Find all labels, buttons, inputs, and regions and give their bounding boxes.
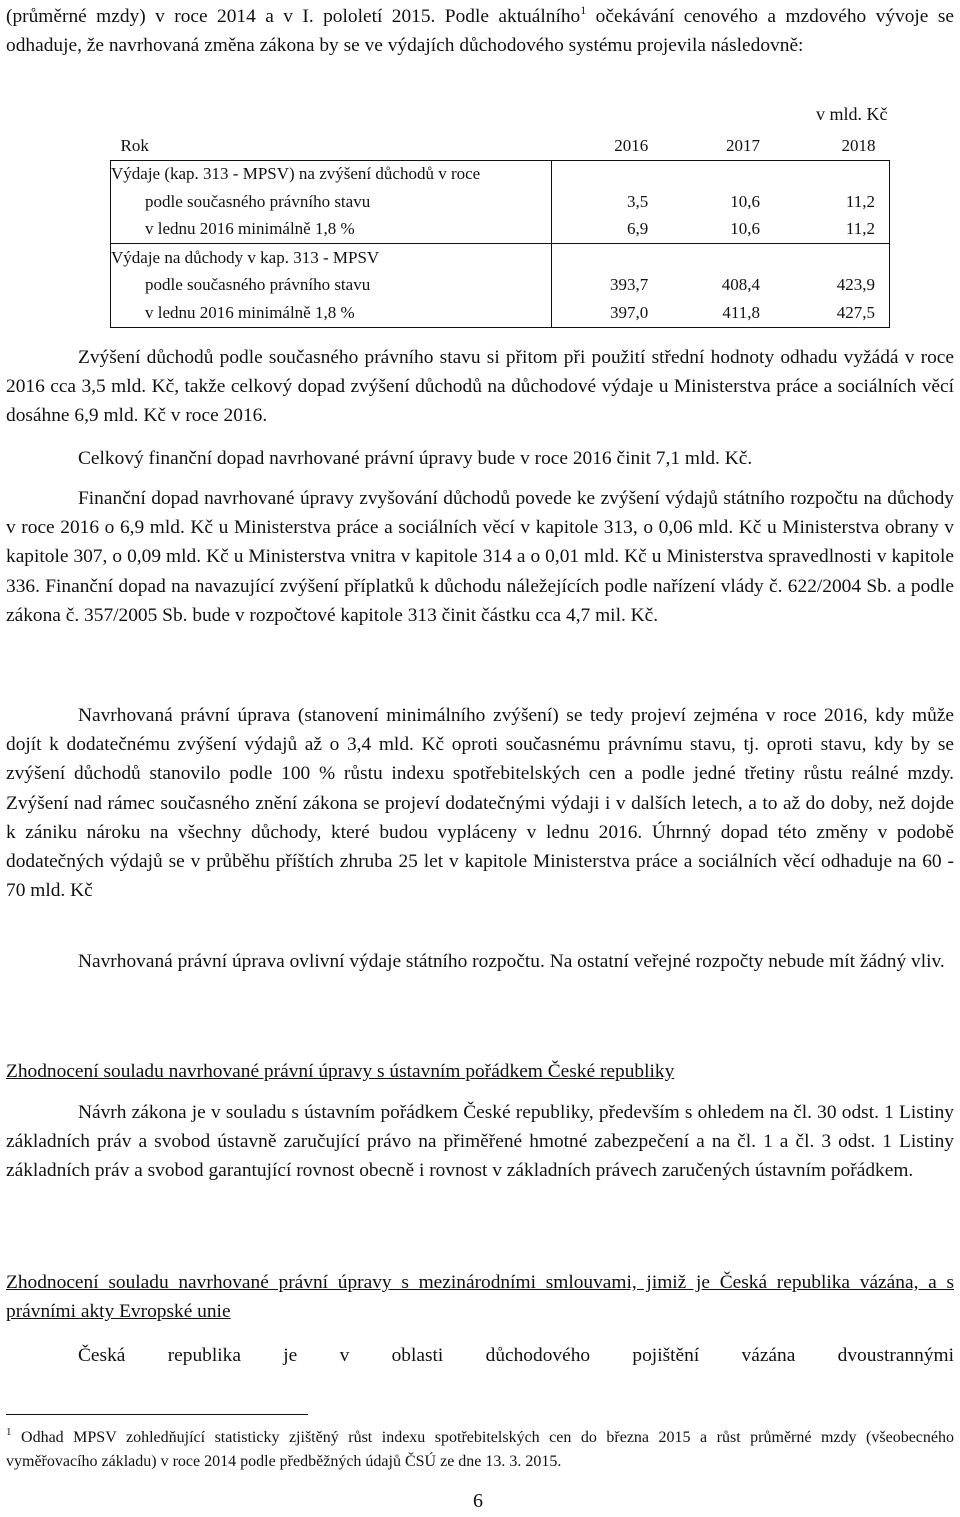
cell-value: 3,5 xyxy=(626,191,649,211)
row-label: podle současného právního stavu xyxy=(111,272,552,300)
footnote-divider xyxy=(6,1414,308,1415)
paragraph-budget-impact: Finanční dopad navrhované úpravy zvyšování důchodů povede ke zvýšení výdajů státního rozpočtu na důchody v roce 2016 o 6,9 mld. Kč u Ministerstva práce a sociálních věcí v kapitole 313, o 0,06 mld. Kč u Ministerstva obrany v kapitole 307, o 0,09 mld. Kč u Ministerstva vnitra v kapitole 314 a o 0,01 mld. Kč u Ministerstva spravedlnosti v kapitole 336. Finanční dopad na navazující zvýšení příplatků k důchodu náležejících podle nařízení vlády č. 622/2004 Sb. a podle zákona č. 357/2005 Sb. bude v rozpočtové kapitole 313 činit částku cca 4,7 mil. Kč. xyxy=(6,488,954,626)
cell-value: 10,6 xyxy=(662,216,774,244)
section-heading-international: Zhodnocení souladu navrhované právní úpravy s mezinárodními smlouvami, jimiž je Česká republika vázána, a s právními akty Evropské unie xyxy=(6,1272,954,1323)
cell-value: 6,9 xyxy=(551,216,662,244)
intro-text-b: očekávání cenového a mzdového vývoje se odhaduje, že navrhovaná změna zákona by se ve výdajích důchodového systému projevila následovně: xyxy=(6,6,954,57)
row-label: podle současného právního stavu xyxy=(111,188,552,216)
expenditure-table xyxy=(110,132,890,328)
row-label: v lednu 2016 minimálně 1,8 % xyxy=(111,216,552,244)
table-row xyxy=(111,188,890,216)
group-title-row xyxy=(111,244,890,272)
cell-value: 427,5 xyxy=(774,299,889,327)
group-title: Výdaje na důchody v kap. 313 - MPSV xyxy=(111,244,552,272)
intro-text-a: (průměrné mzdy) v roce 2014 a v I. pololetí 2015. Podle aktuálního xyxy=(6,6,581,27)
paragraph-legal-change: Navrhovaná právní úprava (stanovení minimálního zvýšení) se tedy projeví zejména v roce 2016, kdy může dojít k dodatečnému zvýšení výdajů až o 3,4 mld. Kč oproti současnému právnímu stavu, tj. oproti stavu, kdy by se zvýšení důchodů stanovilo podle 100 % růstu indexu spotřebitelských cen a podle jedné třetiny růstu reálné mzdy. Zvýšení nad rámec současného znění zákona se projeví dodatečnými výdaji i v dalších letech, a to až do doby, než dojde k zániku nároku na všechny důchody, které budou vypláceny v lednu 2016. Úhrnný dopad této změny v podobě dodatečných výdajů se v průběhu příštích zhruba 25 let v kapitole Ministerstva práce a sociálních věcí odhaduje na 60 - 70 mld. Kč xyxy=(6,705,954,902)
group-title: Výdaje (kap. 313 - MPSV) na zvýšení důchodů v roce xyxy=(111,160,552,188)
paragraph-public-budgets: Navrhovaná právní úprava ovlivní výdaje státního rozpočtu. Na ostatní veřejné rozpočty nebude mít žádný vliv. xyxy=(78,951,945,972)
paragraph-international: Česká republika je v oblasti důchodového pojištění vázána dvoustrannými xyxy=(78,1345,954,1366)
cell-value: 11,2 xyxy=(774,188,889,216)
footnote-reference[interactable]: 1 xyxy=(580,3,587,17)
group-title-row xyxy=(111,160,890,188)
table-row xyxy=(111,272,890,300)
header-year: 2016 xyxy=(551,132,662,160)
cell-value: 411,8 xyxy=(662,299,774,327)
row-label: v lednu 2016 minimálně 1,8 % xyxy=(111,299,552,327)
header-year: 2018 xyxy=(774,132,889,160)
paragraph-total-impact: Celkový finanční dopad navrhované právní úpravy bude v roce 2016 činit 7,1 mld. Kč. xyxy=(78,448,753,469)
cell-value: 10,6 xyxy=(730,191,761,211)
cell-value: 423,9 xyxy=(774,272,889,300)
intro-paragraph xyxy=(6,2,954,60)
paragraph-increase: Zvýšení důchodů podle současného právního stavu si přitom při použití střední hodnoty odhadu vyžádá v roce 2016 cca 3,5 mld. Kč, takže celkový dopad zvýšení důchodů na důchodové výdaje u Ministerstva práce a sociálních věcí dosáhne 6,9 mld. Kč v roce 2016. xyxy=(6,347,954,427)
cell-value: 11,2 xyxy=(774,216,889,244)
cell-value: 397,0 xyxy=(551,299,662,327)
table-unit: v mld. Kč xyxy=(816,104,888,124)
footnote xyxy=(6,1426,954,1474)
cell-value: 393,7 xyxy=(609,275,649,295)
footnote-text: Odhad MPSV zohledňující statisticky zjištěný růst indexu spotřebitelských cen do března 2015 a růst průměrné mzdy (všeobecného vyměřovacího základu) v roce 2014 podle předběžných údajů ČSÚ ze dne 13. 3. 2015. xyxy=(6,1429,954,1470)
page-number: 6 xyxy=(473,1490,483,1512)
table-row xyxy=(111,216,890,244)
table-header-row xyxy=(111,132,890,160)
header-label: Rok xyxy=(111,132,552,160)
cell-value: 408,4 xyxy=(721,275,761,295)
table-row xyxy=(111,299,890,327)
header-year: 2017 xyxy=(662,132,774,160)
section-heading-constitution: Zhodnocení souladu navrhované právní úpravy s ústavním pořádkem České republiky xyxy=(6,1061,675,1082)
footnote-number: 1 xyxy=(6,1426,12,1438)
paragraph-constitution: Návrh zákona je v souladu s ústavním pořádkem České republiky, především s ohledem na čl. 30 odst. 1 Listiny základních práv a svobod ústavně zaručující právo na přiměřené hmotné zabezpečení a na čl. 1 a čl. 3 odst. 1 Listiny základních práv a svobod garantující rovnost obecně i rovnost v základních právech zaručených ústavním pořádkem. xyxy=(6,1102,954,1182)
document-page xyxy=(6,0,954,1517)
